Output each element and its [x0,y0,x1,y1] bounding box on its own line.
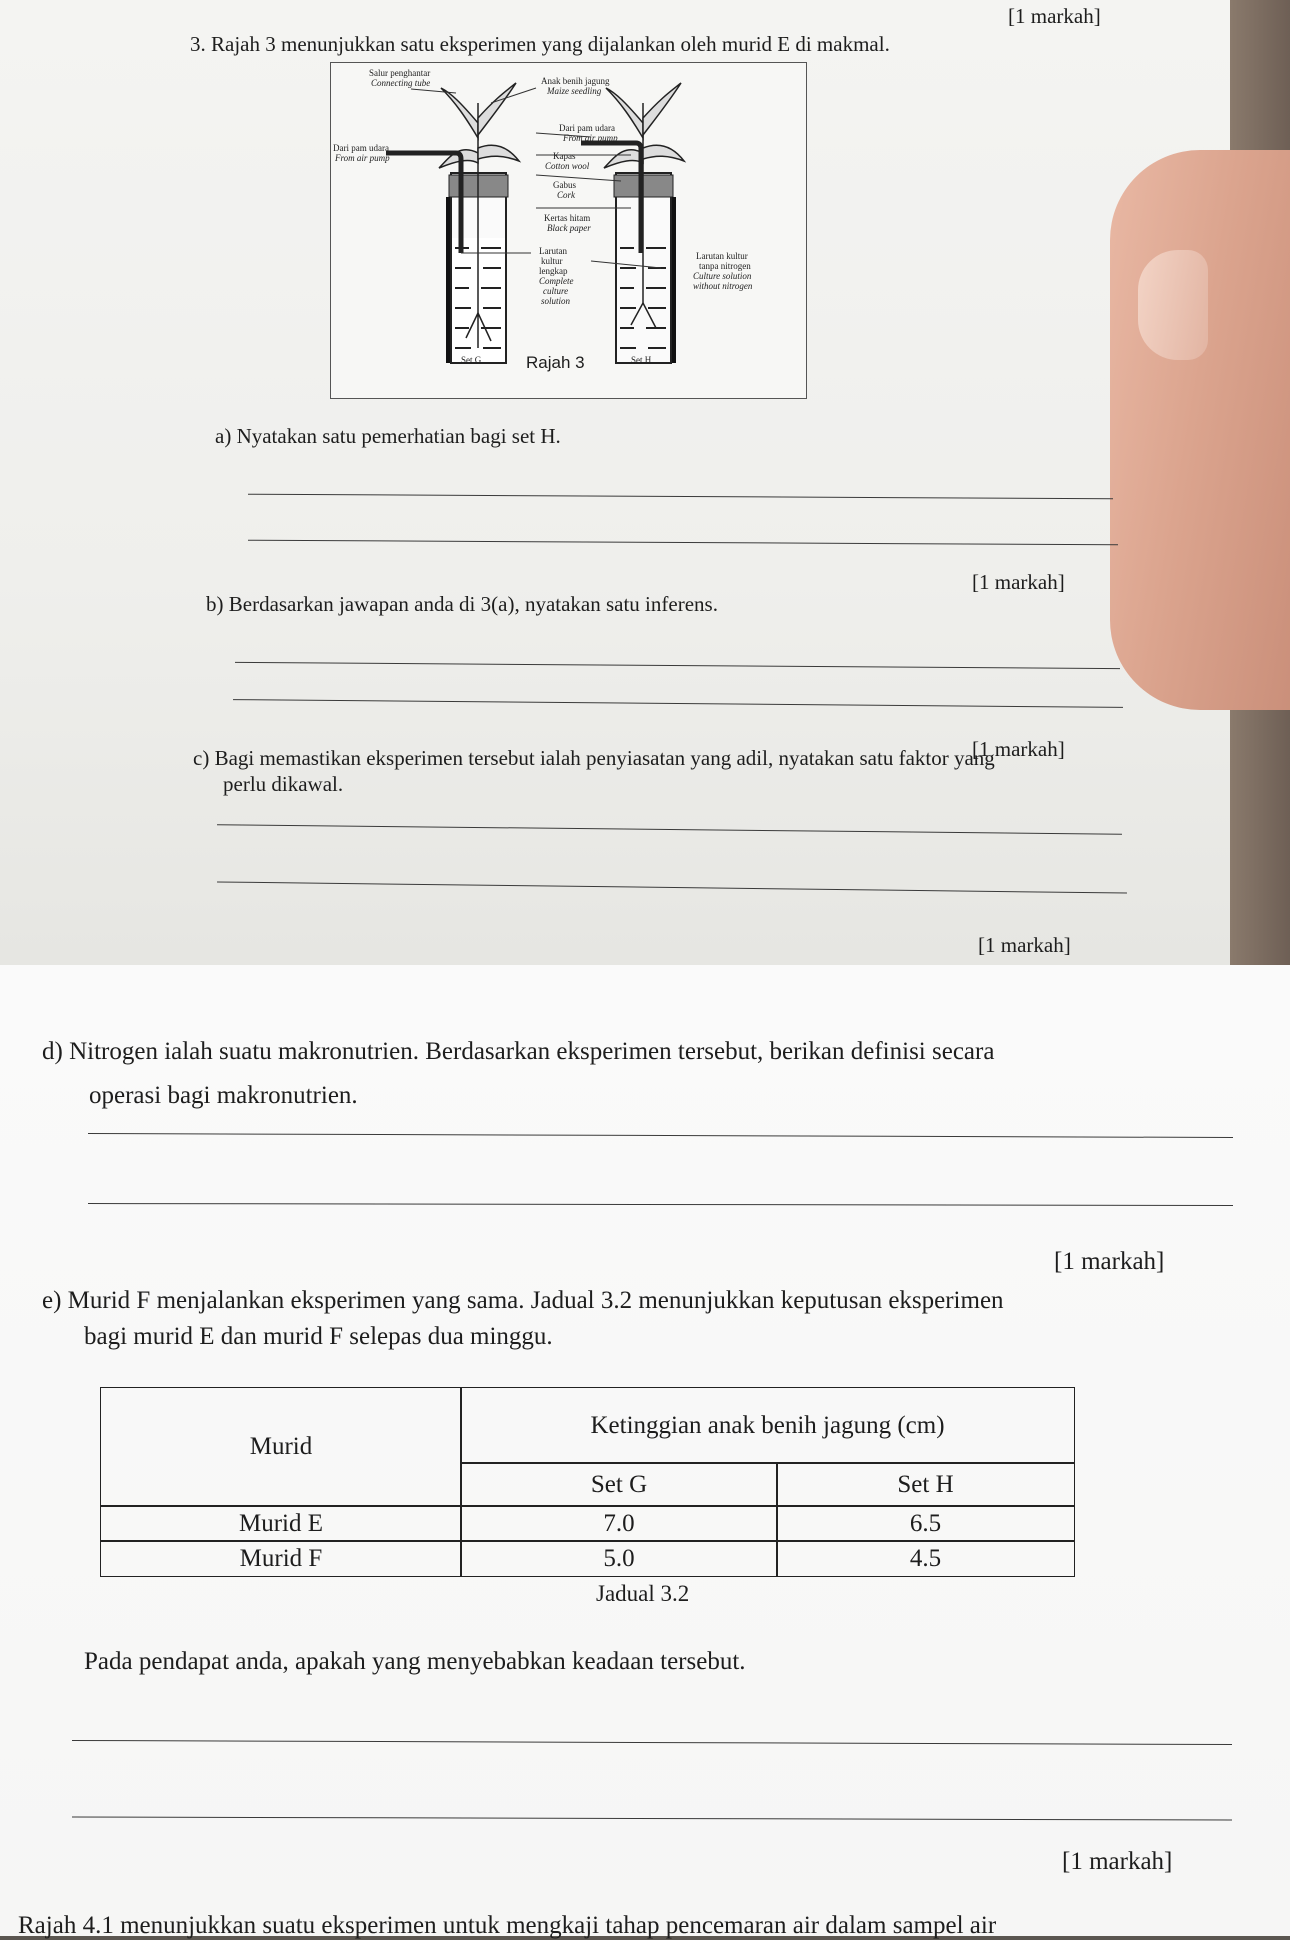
table-row-murid-f-set-h: 4.5 [776,1540,1075,1577]
label-kapas-en: Cotton wool [545,161,590,171]
question-3e-line2: bagi murid E dan murid F selepas dua minggu. [84,1323,553,1350]
label-kapas-ms: Kapas [553,151,576,161]
question-3e-line1: e) Murid F menjalankan eksperimen yang sama. Jadual 3.2 menunjukkan keputusan eksperimen [42,1287,1004,1314]
mark-d: [1 markah] [1054,1248,1165,1275]
figure-rajah-3 [330,62,807,399]
question-3d-line2: operasi bagi makronutrien. [89,1082,358,1109]
label-kertas-ms: Kertas hitam [544,213,591,223]
label-set-g: Set G [461,355,482,365]
table-row-murid-f-set-g: 5.0 [460,1540,778,1577]
next-question-4: Rajah 4.1 menunjukkan suatu eksperimen untuk mengkaji tahap pencemaran air dalam sampel air [18,1912,997,1939]
mark-b: [1 markah] [972,737,1065,761]
label-pam-left-en: From air pump [335,153,390,163]
label-larutan-en2: culture [543,286,569,296]
label-larutan-en3: solution [541,296,571,306]
label-anak-en: Maize seedling [547,86,602,96]
question-3d-line1: d) Nitrogen ialah suatu makronutrien. Berdasarkan eksperimen tersebut, berikan definisi secara [42,1038,995,1065]
label-larutan-l1: Larutan [539,246,567,256]
table-row-murid-f-name: Murid F [100,1540,462,1577]
mark-e: [1 markah] [1062,1848,1173,1875]
table-caption: Jadual 3.2 [596,1581,690,1606]
label-pam-right-en: From air pump [563,133,618,143]
header-murid: Murid [100,1387,462,1507]
thumbnail-photo [1138,250,1208,360]
table-row-murid-e-set-h: 6.5 [776,1505,1075,1542]
figure-caption: Rajah 3 [526,353,585,372]
mark-a: [1 markah] [972,570,1065,594]
header-set-g: Set G [460,1462,778,1507]
question-3e-prompt: Pada pendapat anda, apakah yang menyebabkan keadaan tersebut. [84,1648,746,1675]
question-3c-line1: c) Bagi memastikan eksperimen tersebut ialah penyiasatan yang adil, nyatakan satu faktor yang [193,746,995,770]
question-3-stem: 3. Rajah 3 menunjukkan satu eksperimen yang dijalankan oleh murid E di makmal. [190,32,890,56]
header-ketinggian: Ketinggian anak benih jagung (cm) [460,1387,1075,1464]
label-pam-right-ms: Dari pam udara [559,123,615,133]
label-larutan-l3: lengkap [539,266,568,276]
label-larutan-en1: Complete [539,276,574,286]
label-larutan-ren1: Culture solution [693,271,752,281]
label-larutan-r2: tanpa nitrogen [699,261,751,271]
mark-c: [1 markah] [978,933,1071,957]
label-larutan-r1: Larutan kultur [696,251,748,261]
question-3b: b) Berdasarkan jawapan anda di 3(a), nyatakan satu inferens. [206,592,718,616]
label-kertas-en: Black paper [547,223,591,233]
table-row-murid-e-name: Murid E [100,1505,462,1542]
label-anak-ms: Anak benih jagung [541,76,610,86]
mark-previous: [1 markah] [1008,4,1101,28]
thumb-photo [1110,150,1290,710]
label-set-h: Set H [631,355,652,365]
label-larutan-l2: kultur [541,256,563,266]
label-gabus-ms: Gabus [553,180,576,190]
table-row-murid-e-set-g: 7.0 [460,1505,778,1542]
label-gabus-en: Cork [557,190,575,200]
label-larutan-ren2: without nitrogen [693,281,753,291]
question-3a: a) Nyatakan satu pemerhatian bagi set H. [215,424,561,448]
label-salur-ms: Salur penghantar [369,68,431,78]
label-pam-left-ms: Dari pam udara [333,143,389,153]
label-salur-en: Connecting tube [371,78,431,88]
header-set-h: Set H [776,1462,1075,1507]
table-jadual-3-2 [100,1387,1075,1574]
question-3c-line2: perlu dikawal. [223,772,344,796]
